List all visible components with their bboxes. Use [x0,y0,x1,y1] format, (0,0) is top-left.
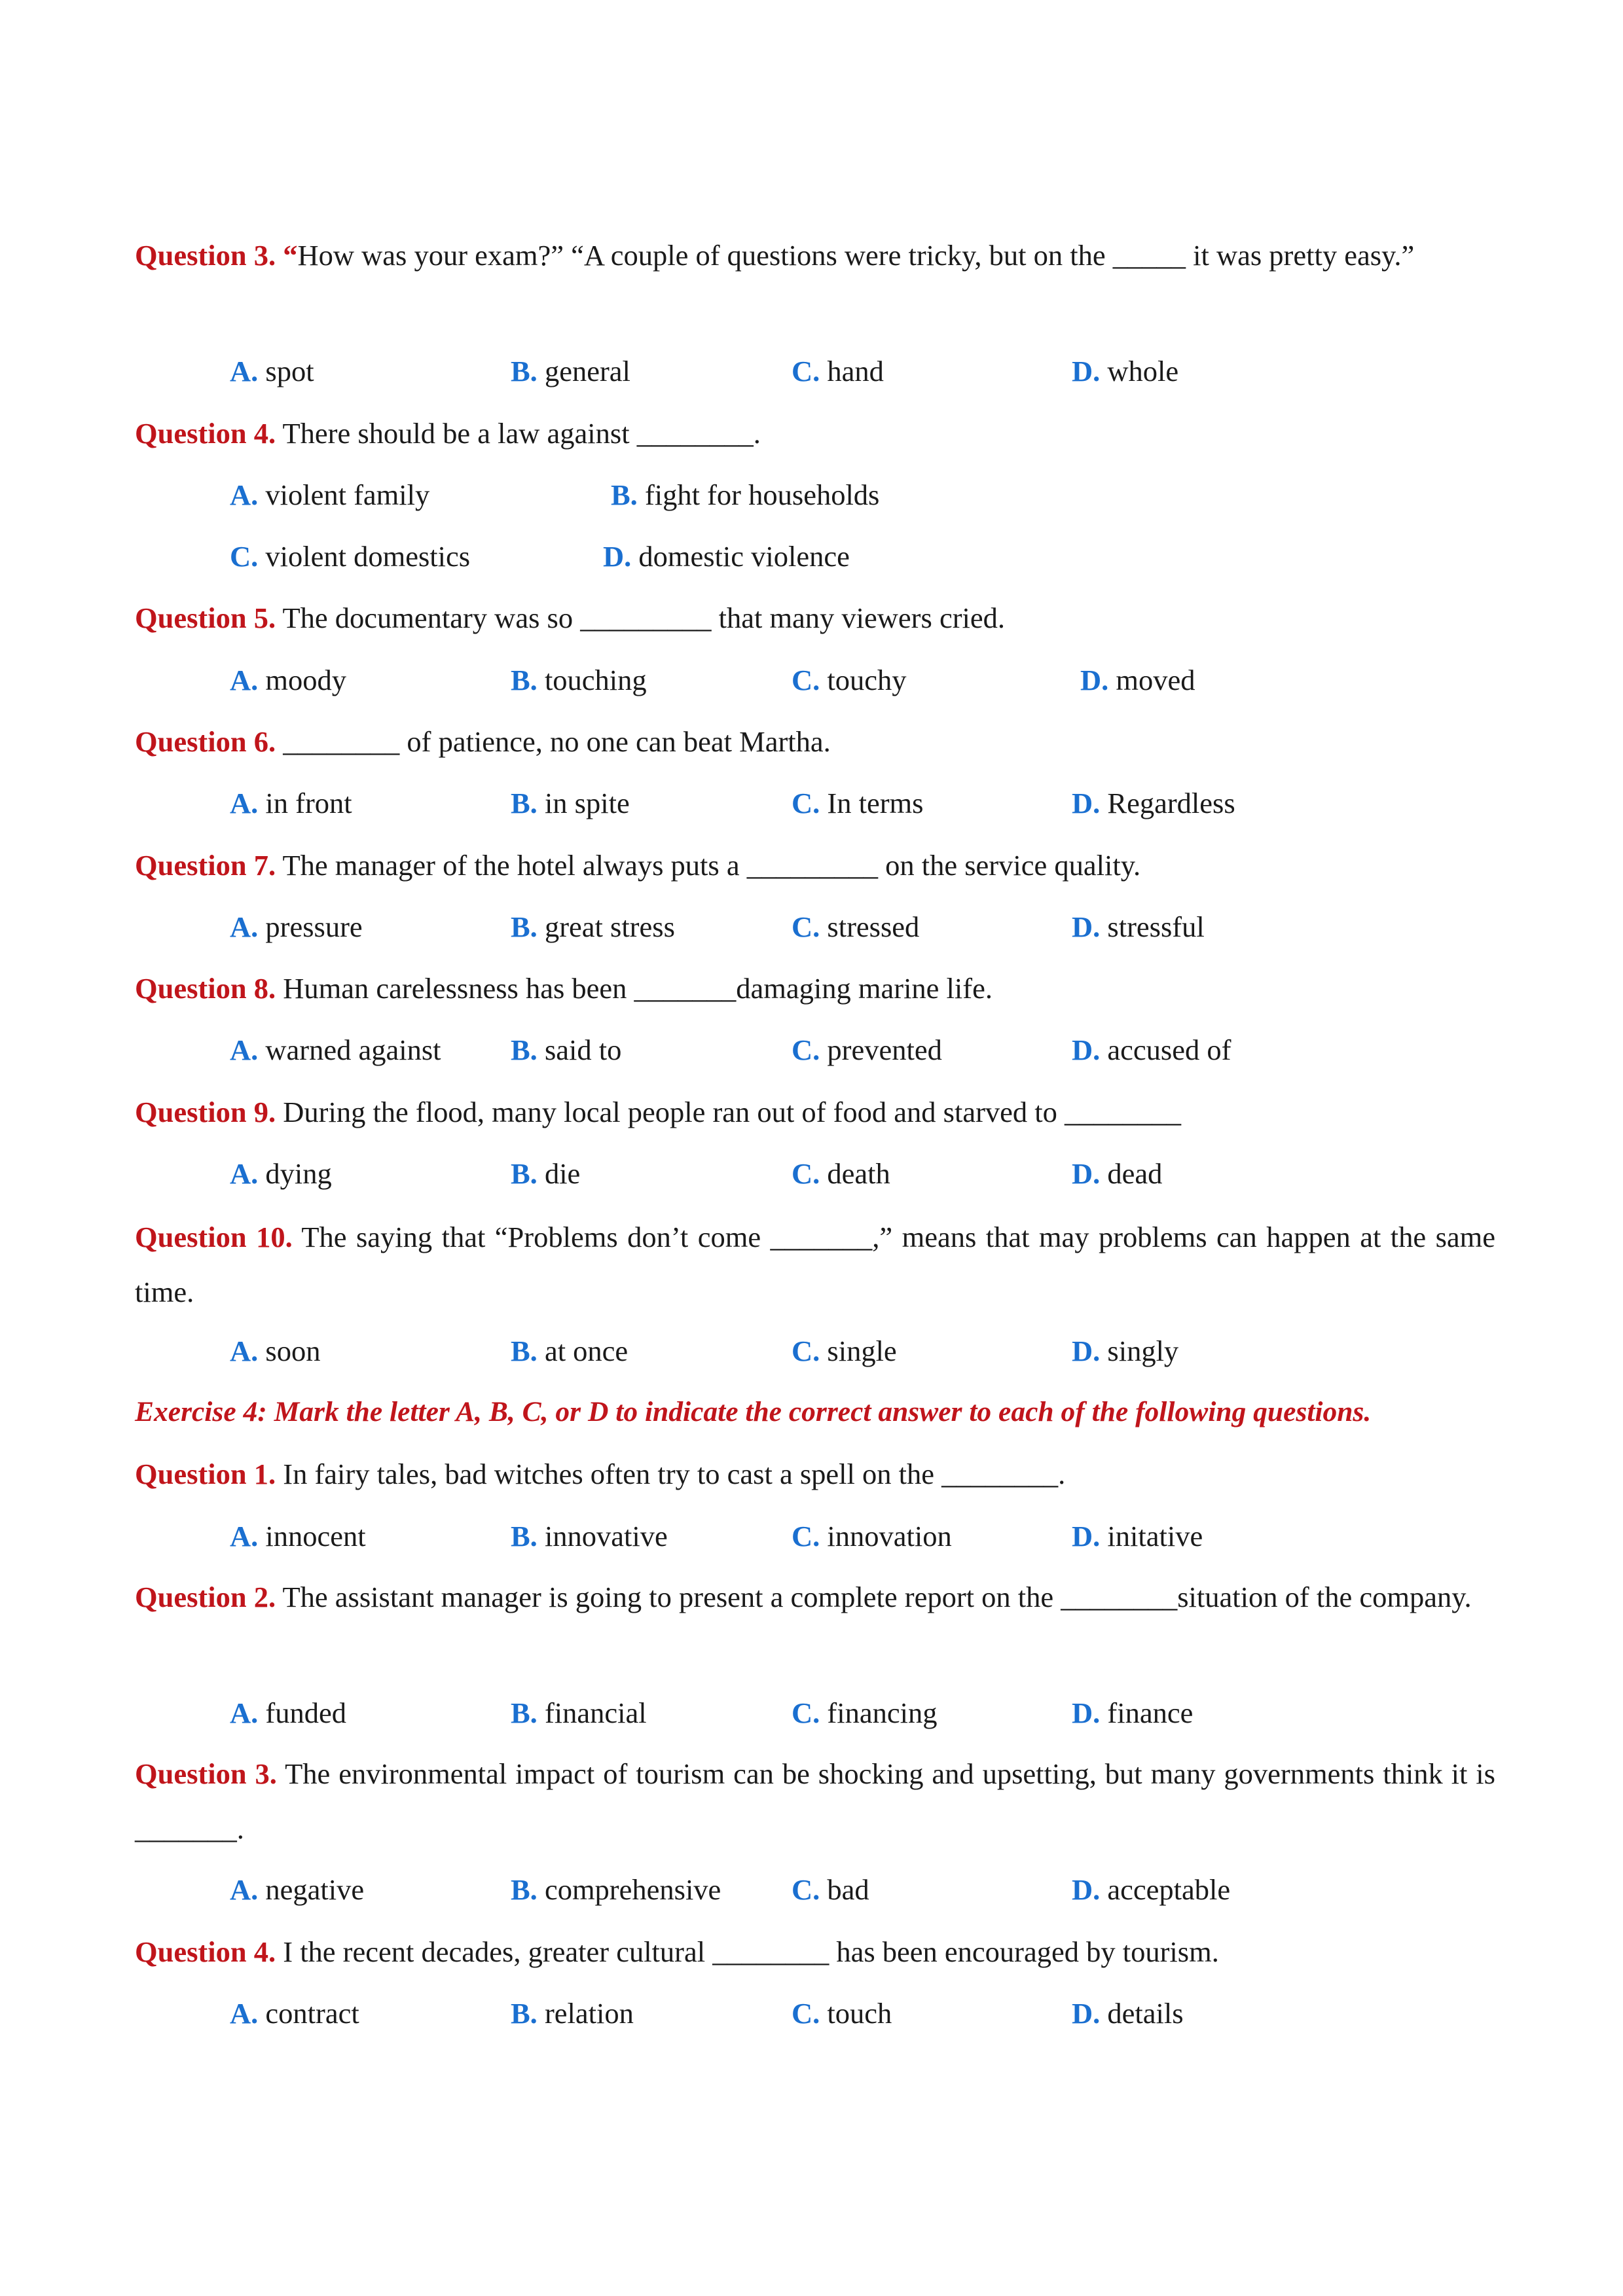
option-a: A. violent family [230,478,430,511]
question-5: Question 5. The documentary was so _________ that many viewers cried. [135,601,1006,634]
option-c: C. single [792,1335,897,1367]
option-c: C. bad [792,1873,869,1906]
question-3 [135,1746,1495,1856]
option-a: A. innocent [230,1520,366,1552]
question-text: The saying that “Problems don’t come _______,” means that may problems can happen at the same time. [135,1221,1496,1308]
option-d: D. moved [1080,664,1195,696]
question-text: How was your exam?” “A couple of questions were tricky, but on the _____ it was pretty easy.” [297,239,1415,272]
option-a: A. pressure [230,910,363,943]
option-c: C. violent domestics [230,540,471,573]
option-a: A. moody [230,664,347,696]
option-d: D. domestic violence [603,540,850,573]
question-label: Question 3. [135,1757,277,1790]
option-d: D. acceptable [1072,1873,1231,1906]
option-b: B. general [511,355,630,387]
option-d: D. accused of [1072,1033,1231,1066]
option-d: D. stressful [1072,910,1205,943]
option-d: D. singly [1072,1335,1179,1367]
option-d: D. details [1072,1997,1184,2030]
question-7: Question 7. The manager of the hotel always puts a _________ on the service quality. [135,849,1141,882]
question-6: Question 6. ________ of patience, no one can beat Martha. [135,725,831,758]
question-4: Question 4. I the recent decades, greater cultural ________ has been encouraged by tourism. [135,1935,1219,1968]
option-b: B. comprehensive [511,1873,721,1906]
option-c: C. In terms [792,787,924,819]
question-10 [135,1210,1495,1319]
option-b: B. financial [511,1696,647,1729]
option-b: B. great stress [511,910,675,943]
option-d: D. finance [1072,1696,1194,1729]
option-a: A. spot [230,355,314,387]
option-b: B. in spite [511,787,630,819]
option-b: B. touching [511,664,647,696]
option-c: C. prevented [792,1033,942,1066]
option-b: B. relation [511,1997,634,2030]
question-label: Question 2. [135,1581,276,1613]
option-a: A. warned against [230,1033,441,1066]
question-1: Question 1. In fairy tales, bad witches often try to cast a spell on the ________. [135,1458,1066,1490]
option-a: A. dying [230,1157,332,1190]
option-b: B. innovative [511,1520,668,1552]
question-8: Question 8. Human carelessness has been _______damaging marine life. [135,972,993,1005]
option-d: D. Regardless [1072,787,1235,819]
option-c: C. stressed [792,910,920,943]
question-label: Question 3. [135,239,276,272]
question-text: The assistant manager is going to present a complete report on the ________situation of the company. [282,1581,1472,1613]
question-label: Question 10. [135,1221,293,1253]
option-c: C. touchy [792,664,907,696]
option-b: B. die [511,1157,581,1190]
option-b: B. fight for households [611,478,880,511]
option-a: A. in front [230,787,352,819]
question-2 [135,1570,1495,1624]
option-a: A. funded [230,1696,346,1729]
question-3 [135,228,1495,283]
option-c: C. innovation [792,1520,952,1552]
option-a: A. soon [230,1335,321,1367]
option-b: B. said to [511,1033,622,1066]
option-d: D. dead [1072,1157,1163,1190]
question-text: The environmental impact of tourism can be shocking and upsetting, but many governments think it is _______. [135,1757,1495,1845]
option-b: B. at once [511,1335,629,1367]
option-c: C. touch [792,1997,892,2030]
option-c: C. death [792,1157,890,1190]
question-4: Question 4. There should be a law against ________. [135,417,761,450]
option-a: A. contract [230,1997,359,2030]
option-d: D. whole [1072,355,1179,387]
option-c: C. financing [792,1696,938,1729]
option-c: C. hand [792,355,884,387]
exercise-4-instruction: Exercise 4: Mark the letter A, B, C, or D to indicate the correct answer to each of the following questions. [135,1396,1372,1427]
question-9: Question 9. During the flood, many local people ran out of food and starved to ________ [135,1096,1182,1128]
option-a: A. negative [230,1873,365,1906]
open-quote: “ [283,239,298,272]
option-d: D. initative [1072,1520,1203,1552]
